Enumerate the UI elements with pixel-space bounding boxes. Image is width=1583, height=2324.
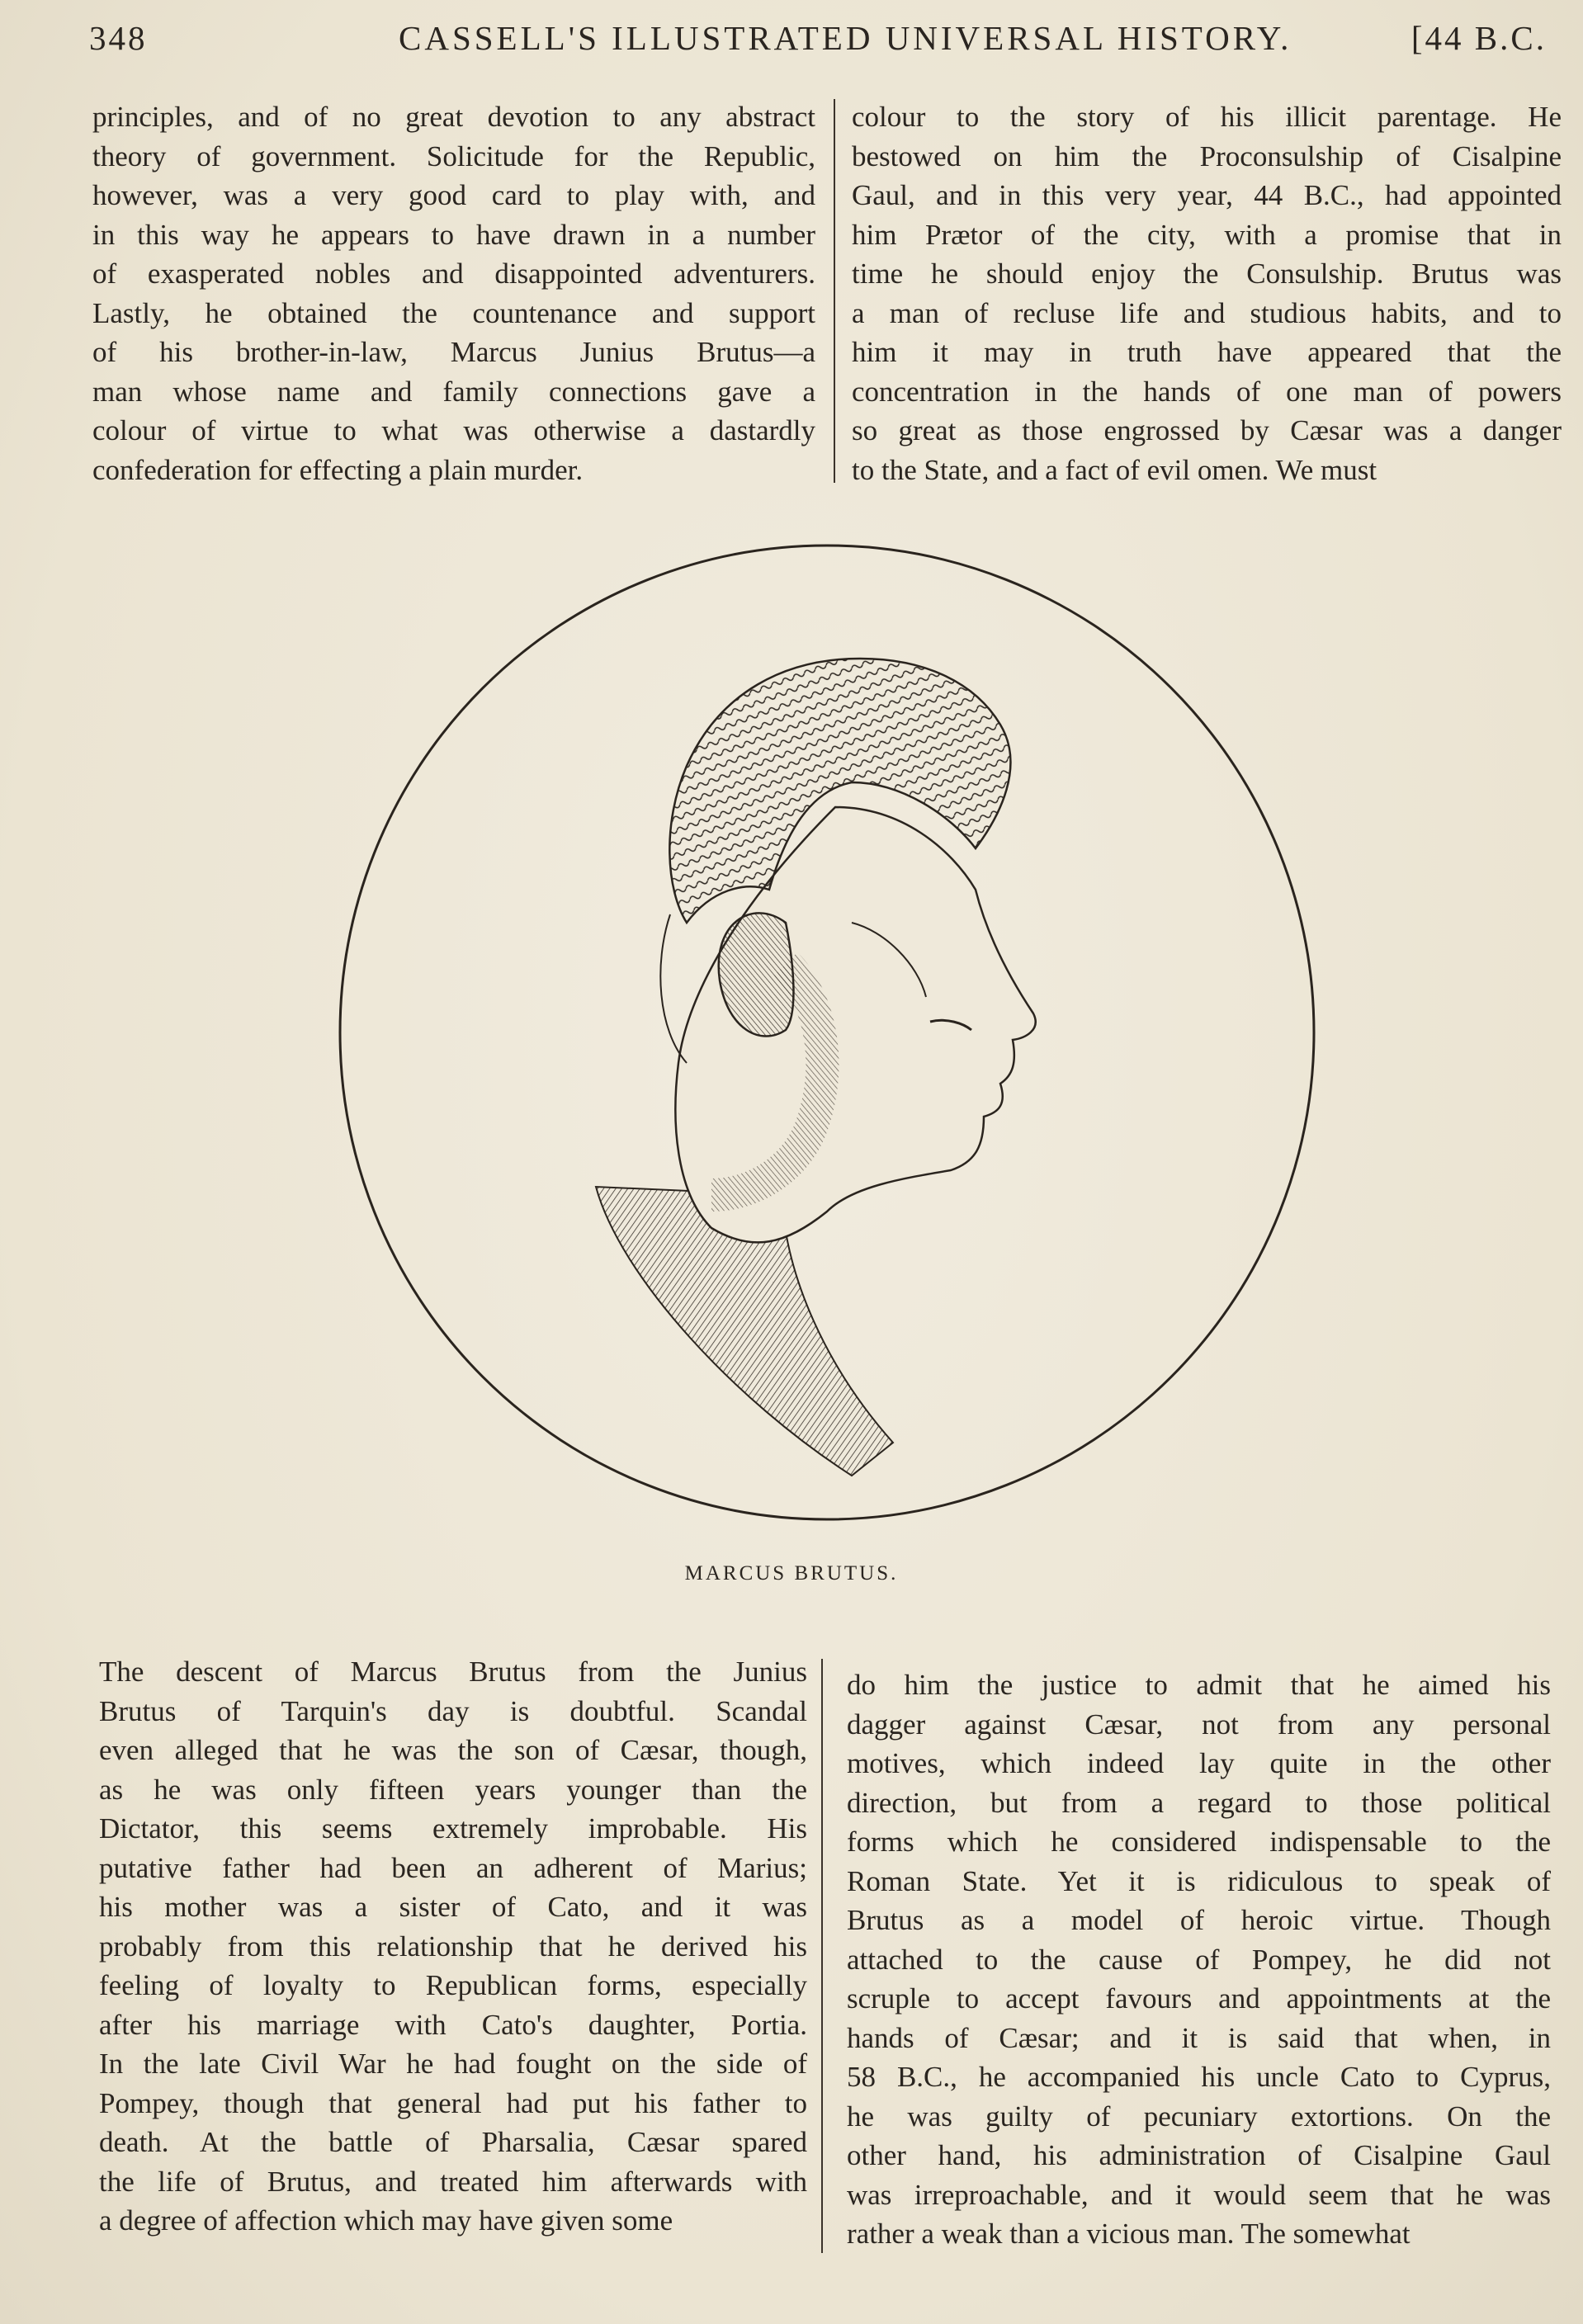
text-line: death. At the battle of Pharsalia, Cæsar spared xyxy=(99,2126,807,2158)
text-line: to the State, and a fact of evil omen. We must xyxy=(852,453,1377,486)
text-line: Lastly, he obtained the countenance and support xyxy=(92,296,815,329)
text-line: dagger against Cæsar, not from any personal xyxy=(847,1708,1551,1741)
text-line: motives, which indeed lay quite in the other xyxy=(847,1747,1551,1779)
bottom-left-column xyxy=(99,1652,807,2241)
text-line: scruple to accept favours and appointments at the xyxy=(847,1982,1551,2015)
text-line: colour of virtue to what was otherwise a dastardly xyxy=(92,414,815,446)
column-divider-top xyxy=(834,99,835,483)
text-line: feeling of loyalty to Republican forms, especially xyxy=(99,1969,807,2001)
text-line: rather a weak than a vicious man. The somewhat xyxy=(847,2218,1411,2250)
text-line: his mother was a sister of Cato, and it was xyxy=(99,1891,807,1923)
text-line: him it may in truth have appeared that the xyxy=(852,336,1562,368)
text-line: of exasperated nobles and disappointed adventurers. xyxy=(92,257,815,290)
text-line: a man of recluse life and studious habits, and to xyxy=(852,296,1562,329)
text-line: in this way he appears to have drawn in a number xyxy=(92,218,815,251)
text-line: principles, and of no great devotion to any abstract xyxy=(92,101,815,133)
text-line: as he was only fifteen years younger than the xyxy=(99,1773,807,1806)
text-line: direction, but from a regard to those political xyxy=(847,1786,1551,1819)
text-line: Brutus as a model of heroic virtue. Though xyxy=(847,1904,1551,1936)
text-line: probably from this relationship that he derived his xyxy=(99,1930,807,1963)
text-line: In the late Civil War he had fought on the side of xyxy=(99,2048,807,2080)
text-line: after his marriage with Cato's daughter, Portia. xyxy=(99,2008,807,2041)
text-line: Dictator, this seems extremely improbable. His xyxy=(99,1812,807,1845)
text-line: so great as those engrossed by Cæsar was a danger xyxy=(852,414,1562,446)
text-line: other hand, his administration of Cisalpine Gaul xyxy=(847,2139,1551,2171)
text-line: 58 B.C., he accompanied his uncle Cato to Cyprus, xyxy=(847,2061,1551,2093)
text-line: time he should enjoy the Consulship. Brutus was xyxy=(852,257,1562,290)
text-line: theory of government. Solicitude for the Republic, xyxy=(92,139,815,172)
text-line: The descent of Marcus Brutus from the Junius xyxy=(99,1656,807,1688)
text-line: confederation for effecting a plain murder. xyxy=(92,453,584,486)
text-line: attached to the cause of Pompey, he did not xyxy=(847,1943,1551,1976)
text-line: Brutus of Tarquin's day is doubtful. Scandal xyxy=(99,1694,807,1727)
text-line: was irreproachable, and it would seem that he was xyxy=(847,2178,1551,2211)
text-line: a degree of affection which may have given some xyxy=(99,2204,673,2237)
text-line: he was guilty of pecuniary extortions. On the xyxy=(847,2100,1551,2133)
column-divider-bottom xyxy=(821,1659,823,2253)
figure-caption: MARCUS BRUTUS. xyxy=(684,1562,899,1585)
text-line: do him the justice to admit that he aimed his xyxy=(847,1669,1551,1701)
text-line: even alleged that he was the son of Cæsar, though, xyxy=(99,1734,807,1766)
text-line: bestowed on him the Proconsulship of Cisalpine xyxy=(852,139,1562,172)
running-title: CASSELL'S ILLUSTRATED UNIVERSAL HISTORY. xyxy=(399,19,1292,57)
text-line: Gaul, and in this very year, 44 B.C., had appointed xyxy=(852,179,1562,211)
top-left-column xyxy=(92,97,815,489)
text-line: however, was a very good card to play with, and xyxy=(92,179,815,211)
text-line: man whose name and family connections gave a xyxy=(92,375,815,408)
text-line: Roman State. Yet it is ridiculous to speak of xyxy=(847,1864,1551,1897)
text-line: hands of Cæsar; and it is said that when, in xyxy=(847,2021,1551,2054)
top-right-column xyxy=(852,97,1562,489)
page-number: 348 xyxy=(89,19,148,57)
text-line: the life of Brutus, and treated him afterwards with xyxy=(99,2165,807,2198)
text-line: putative father had been an adherent of Marius; xyxy=(99,1851,807,1884)
running-header xyxy=(89,18,1547,68)
text-line: of his brother-in-law, Marcus Junius Brutus—a xyxy=(92,336,815,368)
text-line: colour to the story of his illicit parentage. He xyxy=(852,101,1562,133)
text-line: forms which he considered indispensable to the xyxy=(847,1826,1551,1858)
text-line: concentration in the hands of one man of powers xyxy=(852,375,1562,408)
text-line: him Prætor of the city, with a promise that in xyxy=(852,218,1562,251)
bottom-right-column xyxy=(847,1665,1551,2254)
text-line: Pompey, though that general had put his father to xyxy=(99,2086,807,2119)
marcus-brutus-portrait xyxy=(324,535,1329,1525)
date-marker: [44 B.C. xyxy=(1411,19,1547,57)
